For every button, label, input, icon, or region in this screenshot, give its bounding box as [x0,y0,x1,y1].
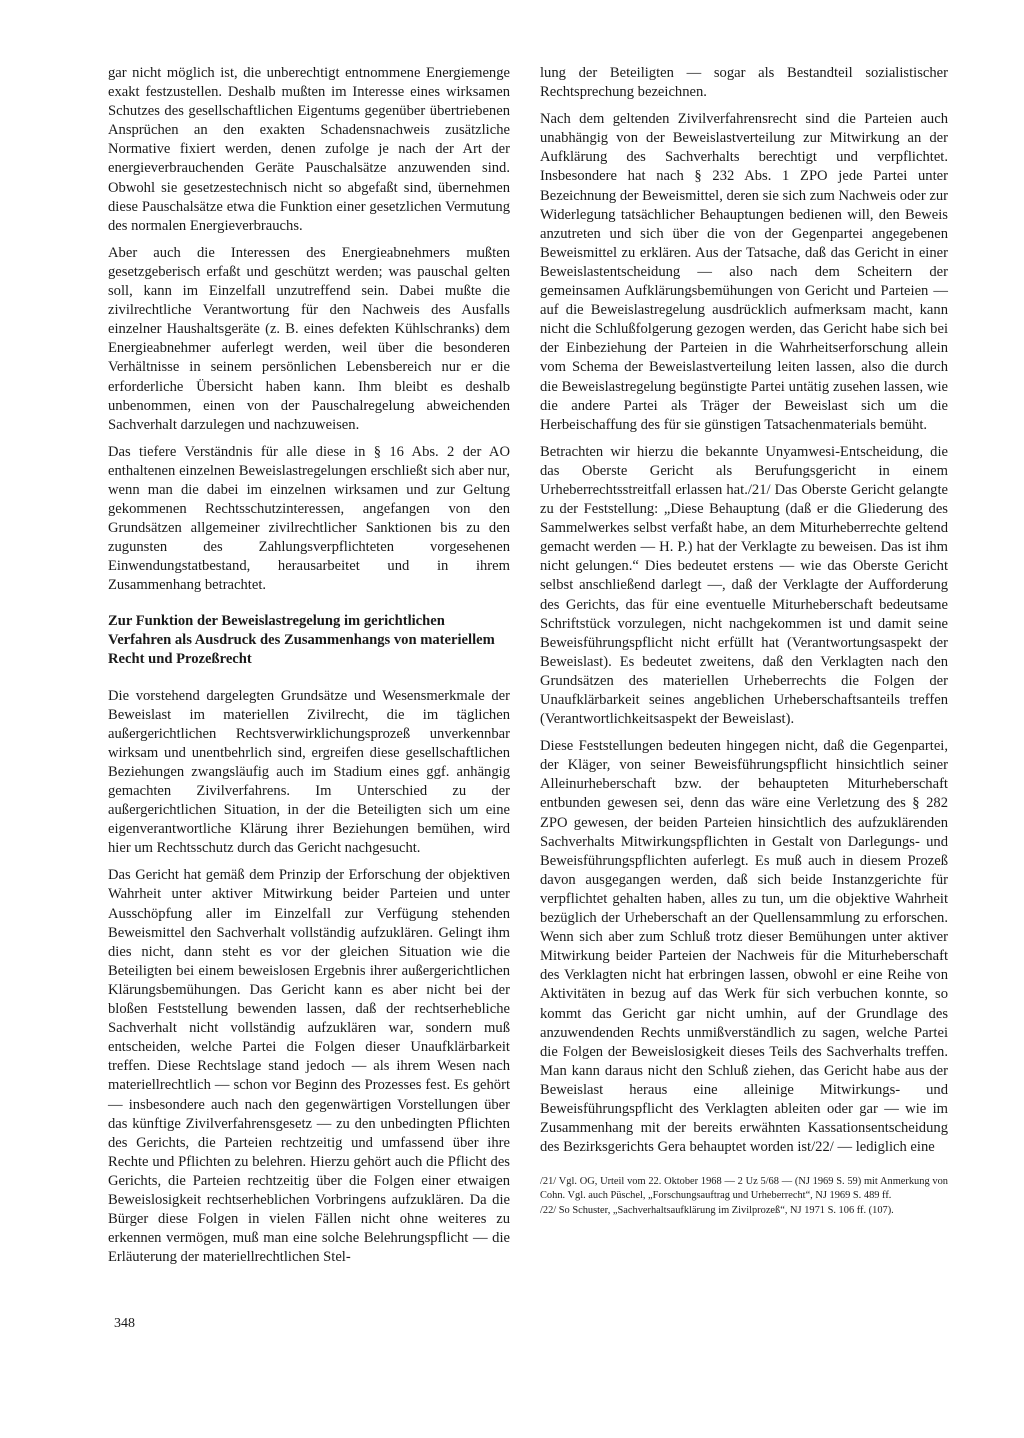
left-column [108,64,510,1275]
section-heading: Zur Funktion der Beweislastregelung im gerichtlichen Verfahren als Ausdruck des Zusammenhangs von materiellem Recht und Prozeßrecht [108,612,495,667]
paragraph: Nach dem geltenden Zivilverfahrensrecht sind die Parteien auch unabhängig von der Beweislastverteilung zur Mitwirkung an der Aufklärung des Sachverhalts berechtigt und verpflichtet. Insbesondere hat nach § 232 Abs. 1 ZPO jede Partei unter Bezeichnung der Beweismittel, deren sie sich zum Nachweis oder zur Widerlegung tatsächlicher Behauptungen bedienen will, den Beweis anzutreten und sich über die von der Gegenpartei angegebenen Beweismittel zu erklären. Aus der Tatsache, daß das Gericht in einer Beweislastentscheidung — also nach dem Scheitern der gemeinsamen Aufklärungsbemühungen von Gericht und Parteien — auf die Beweislastregelung ausdrücklich aufmerksam macht, kann nicht die Schlußfolgerung gezogen werden, das Gericht habe sich bei der Einbeziehung der Parteien in die Wahrheitserforschung allein vom Schema der Beweislastverteilung leiten lassen, also die durch die Beweislastregelung begünstigte Partei untätig zusehen lassen, wie die andere Partei als Träger der Beweislast sich um die Herbeischaffung des für sie günstigen Tatsachenmaterials bemüht. [540,111,948,433]
paragraph: Aber auch die Interessen des Energieabnehmers mußten gesetzgeberisch erfaßt und geschützt werden; was pauschal gelten soll, kann im Einzelfall unzutreffend sein. Dabei mußte die zivilrechtliche Verantwortung für den Nachweis des Ausfalls einzelner Haushaltsgeräte (z. B. eines defekten Kühlschranks) dem Energieabnehmer auferlegt werden, weil über die besonderen Verhältnisse in seinem persönlichen Lebensbereich nur er die erforderliche Übersicht haben kann. Ihm bleibt es deshalb unbenommen, einen von der Pauschalregelung abweichenden Sachverhalt darzulegen und nachzuweisen. [108,244,510,433]
paragraph: lung der Beteiligten — sogar als Bestandteil sozialistischer Rechtsprechung bezeichnen. [540,65,948,101]
paragraph: Die vorstehend dargelegten Grundsätze und Wesensmerkmale der Beweislast im materiellen Zivilrecht, die im täglichen außergerichtlichen Rechtsverwirklichungsprozeß unverkennbar wirksam und unentbehrlich sind, ergreifen diese gesellschaftlichen Beziehungen zwangsläufig auch im Stadium eines ggf. anhängig gemachten Zivilverfahrens. Im Unterschied zu der außergerichtlichen Situation, in der die Beteiligten sich um eine eigenverantwortliche Klärung ihrer Beziehungen bemühen, wird hier um Rechtsschutz durch das Gericht nachgesucht. [108,687,510,857]
footnotes [540,1175,948,1218]
paragraph: Diese Feststellungen bedeuten hingegen nicht, daß die Gegenpartei, der Kläger, von seiner Beweisführungspflicht hinsichtlich seiner Alleinurheberschaft bzw. der behaupteten Miturheberschaft entbunden gewesen sei, denn das wäre eine Verletzung des § 282 ZPO gewesen, der beiden Parteien hinsichtlich des aufzuklärenden Sachverhalts Mitwirkungspflichten in Gestalt von Darlegungs- und Beweisführungspflichten auferlegt. Es muß auch in diesem Prozeß davon ausgegangen werden, daß sich beide Instanzgerichte für verpflichtet gehalten haben, alles zu tun, um die objektive Wahrheit bezüglich der Urheberschaft an der Quellensammlung zu erforschen. Wenn sich aber zum Schluß trotz dieser Bemühungen unter aktiver Mitwirkung beider Parteien der Nachweis für die Miturheberschaft des Verklagten nicht hat erbringen lassen, obwohl er eine Reihe von Aktivitäten in bezug auf das Werk für sich verbuchen konnte, so kommt das Gericht gar nicht umhin, auf der Grundlage des anzuwendenden Rechts unmißverständlich zu sagen, welche Partei die Folgen der Beweislosigkeit dieses Teils des Sachverhalts treffen. Man kann daraus nicht den Schluß ziehen, das Gericht habe aus der Beweislast heraus eine alleinige Mitwirkungs- und Beweisführungspflicht des Verklagten ableiten oder gar — wie im Zusammenhang mit der bereits erwähnten Kassationsentscheidung des Bezirksgerichts Gera behauptet worden ist/22/ — lediglich eine [540,738,948,1156]
paragraph: Das tiefere Verständnis für alle diese in § 16 Abs. 2 der AO enthaltenen einzelnen Beweislastregelungen erschließt sich aber nur, wenn man die dabei im einzelnen wirksamen und zur Geltung gekommenen Rechtsschutzinteressen, angefangen von den Grundsätzen allgemeiner zivilrechtlicher Sanktionen bis zu den zugunsten des Zahlungsverpflichteten vorgesehenen Einwendungstatbestand, herausarbeitet und in ihrem Zusammenhang betrachtet. [108,443,510,594]
paragraph: Betrachten wir hierzu die bekannte Unyamwesi-Entscheidung, die das Oberste Gericht als Berufungsgericht in einem Urheberrechtsstreitfall erlassen hat./21/ Das Oberste Gericht gelangte zu der Feststellung: „Diese Behauptung (daß er die Gliederung des Sammelwerkes selbst verfaßt habe, an dem Miturheberrechte geltend gemacht werden — H. P.) hat der Verklagte zu beweisen. Das ist ihm nicht gelungen.“ Dies bedeutet erstens — wie das Oberste Gericht selbst anschließend darlegt —, daß der Verklagte der Aufforderung des Gerichts, das für eine eventuelle Miturheberschaft bedeutsame Schriftstück vorzulegen, nicht nachgekommen ist und damit seine Beweisführungspflicht nicht erfüllt hat (Verantwortungsaspekt der Beweislast). Es bedeutet zweitens, daß den Verklagten nach den Grundsätzen des materiellen Urheberrechts die Folgen der Unaufklärbarkeit seines angeblichen Urheberschaftsanteils treffen (Verantwortlichkeitsaspekt der Beweislast). [540,443,948,728]
paragraph: Das Gericht hat gemäß dem Prinzip der Erforschung der objektiven Wahrheit unter aktiver Mitwirkung beider Parteien und unter Ausschöpfung aller im Einzelfall zur Verfügung stehenden Beweismittel den Sachverhalt vollständig aufzuklären. Gelingt ihm dies nicht, dann steht es vor der gleichen Situation wie die Beteiligten bei einem beweislosen Ergebnis ihrer außergerichtlichen Klärungsbemühungen. Das Gericht kann es aber nicht bei der bloßen Feststellung bewenden lassen, daß der rechtserhebliche Sachverhalt nicht vollständig aufzuklären war, sondern muß entscheiden, welche Partei die Folgen dieser Unaufklärbarkeit treffen. Diese Rechtslage stand jedoch — als ihrem Wesen nach materiellrechtlich — schon vor Beginn des Prozesses fest. Es gehört — insbesondere auch nach den gegenwärtigen Vorstellungen über das künftige Zivilverfahrensgesetz — zu den unbedingten Pflichten des Gerichts, die Parteien rechtzeitig und umfassend über ihre Rechte und Pflichten zu belehren. Hierzu gehört auch die Pflicht des Gerichts, die Parteien rechtzeitig über die Folgen einer etwaigen Beweislosigkeit rechtserheblichen Vorbringens aufzuklären. Da die Bürger diese Folgen in vielen Fällen nicht ohne weiteres zu erkennen vermögen, muß man eine solche Belehrungspflicht — die Erläuterung der materiellrechtlichen Stel- [108,867,510,1266]
paragraph: gar nicht möglich ist, die unberechtigt entnommene Energiemenge exakt festzustellen. Deshalb mußten im Interesse eines wirksamen Schutzes des gesellschaftlichen Eigentums gegenüber übertriebenen Ansprüchen an den exakten Schadensnachweis zusätzliche Normative fixiert werden, denen zufolge je nach der Art der energieverbrauchenden Geräte Pauschalsätze anzuwenden sind. Obwohl sie gesetzestechnisch nicht so abgefaßt sind, übernehmen diese Pauschalsätze etwa die Funktion einer gesetzlichen Vermutung des normalen Energieverbrauchs. [108,65,510,234]
footnote-22: /22/ So Schuster, „Sachverhaltsaufklärung im Zivilprozeß“, NJ 1971 S. 106 ff. (107). [540,1205,894,1217]
footnote-21: /21/ Vgl. OG, Urteil vom 22. Oktober 1968 — 2 Uz 5/68 — (NJ 1969 S. 59) mit Anmerkung von Cohn. Vgl. auch Püschel, „Forschungsauftrag und Urheberrecht“, NJ 1969 S. 489 ff. [540,1176,948,1201]
page-number: 348 [114,1316,135,1331]
right-column [540,64,948,1220]
